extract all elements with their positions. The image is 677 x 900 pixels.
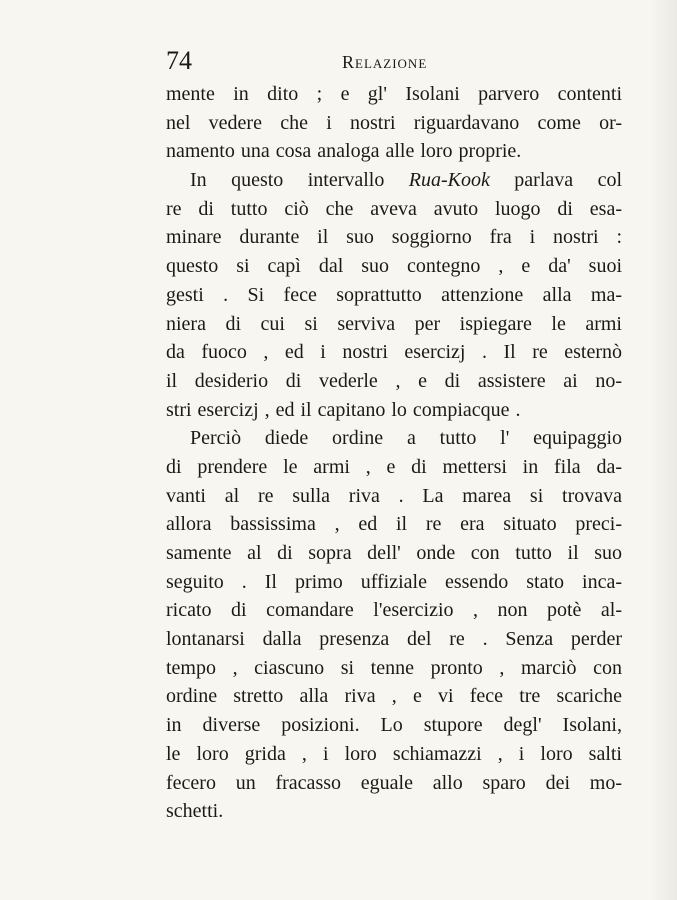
text-line-20: lontanarsi dalla presenza del re . Senza perder bbox=[166, 628, 622, 651]
text-line-10: da fuoco , ed i nostri esercizj . Il re esternò bbox=[166, 341, 622, 364]
text-line-9: niera di cui si serviva per ispiegare le armi bbox=[166, 312, 622, 335]
running-title: Relazione bbox=[342, 52, 428, 72]
text-line-26: schetti. bbox=[166, 800, 224, 823]
text-line-23: in diverse posizioni. Lo stupore degl' Isolani, bbox=[166, 714, 622, 737]
text-line-8: gesti . Si fece soprattutto attenzione alla ma- bbox=[166, 283, 622, 306]
text-line-21: tempo , ciascuno si tenne pronto , marciò con bbox=[166, 656, 622, 679]
text-line-4 bbox=[166, 166, 622, 195]
text-line-1: mente in dito ; e gl' Isolani parvero contenti bbox=[166, 83, 622, 105]
text-line-19: ricato di comandare l'esercizio , non potè al- bbox=[166, 599, 622, 622]
text-line-5: re di tutto ciò che aveva avuto luogo di esa- bbox=[166, 197, 622, 220]
text-line-6: minare durante il suo soggiorno fra i nostri : bbox=[166, 226, 622, 249]
text-line-11: il desiderio di vederle , e di assistere ai no- bbox=[166, 369, 622, 392]
text-line-7: questo si capì dal suo contegno , e da' suoi bbox=[166, 255, 622, 278]
text-line-15: vanti al re sulla riva . La marea si trovava bbox=[166, 484, 622, 507]
page-number: 74 bbox=[166, 46, 192, 75]
text-line-16: allora bassissima , ed il re era situato preci- bbox=[166, 513, 622, 536]
text-line-12: stri esercizj , ed il capitano lo compiacque . bbox=[166, 398, 521, 421]
text-line-3: namento una cosa analoga alle loro proprie. bbox=[166, 140, 522, 163]
text-line-4-end: parlava col bbox=[514, 169, 622, 192]
text-line-13: Perciò diede ordine a tutto l' equipaggio bbox=[190, 427, 622, 450]
page-header bbox=[166, 46, 622, 76]
page-edge-shadow bbox=[649, 0, 677, 900]
text-line-4-start: In questo intervallo bbox=[190, 169, 385, 192]
text-line-18: seguito . Il primo uffiziale essendo stato inca- bbox=[166, 570, 622, 593]
text-line-14: di prendere le armi , e di mettersi in fila da- bbox=[166, 455, 622, 478]
text-line-2: nel vedere che i nostri riguardavano come or- bbox=[166, 111, 622, 134]
text-line-25: fecero un fracasso eguale allo sparo dei mo- bbox=[166, 771, 622, 794]
text-line-24: le loro grida , i loro schiamazzi , i loro salti bbox=[166, 742, 622, 765]
body-text bbox=[166, 80, 622, 826]
text-line-22: ordine stretto alla riva , e vi fece tre scariche bbox=[166, 685, 622, 708]
text-line-17: samente al di sopra dell' onde con tutto il suo bbox=[166, 542, 622, 564]
proper-name-rua-kook: Rua-Kook bbox=[408, 169, 490, 192]
